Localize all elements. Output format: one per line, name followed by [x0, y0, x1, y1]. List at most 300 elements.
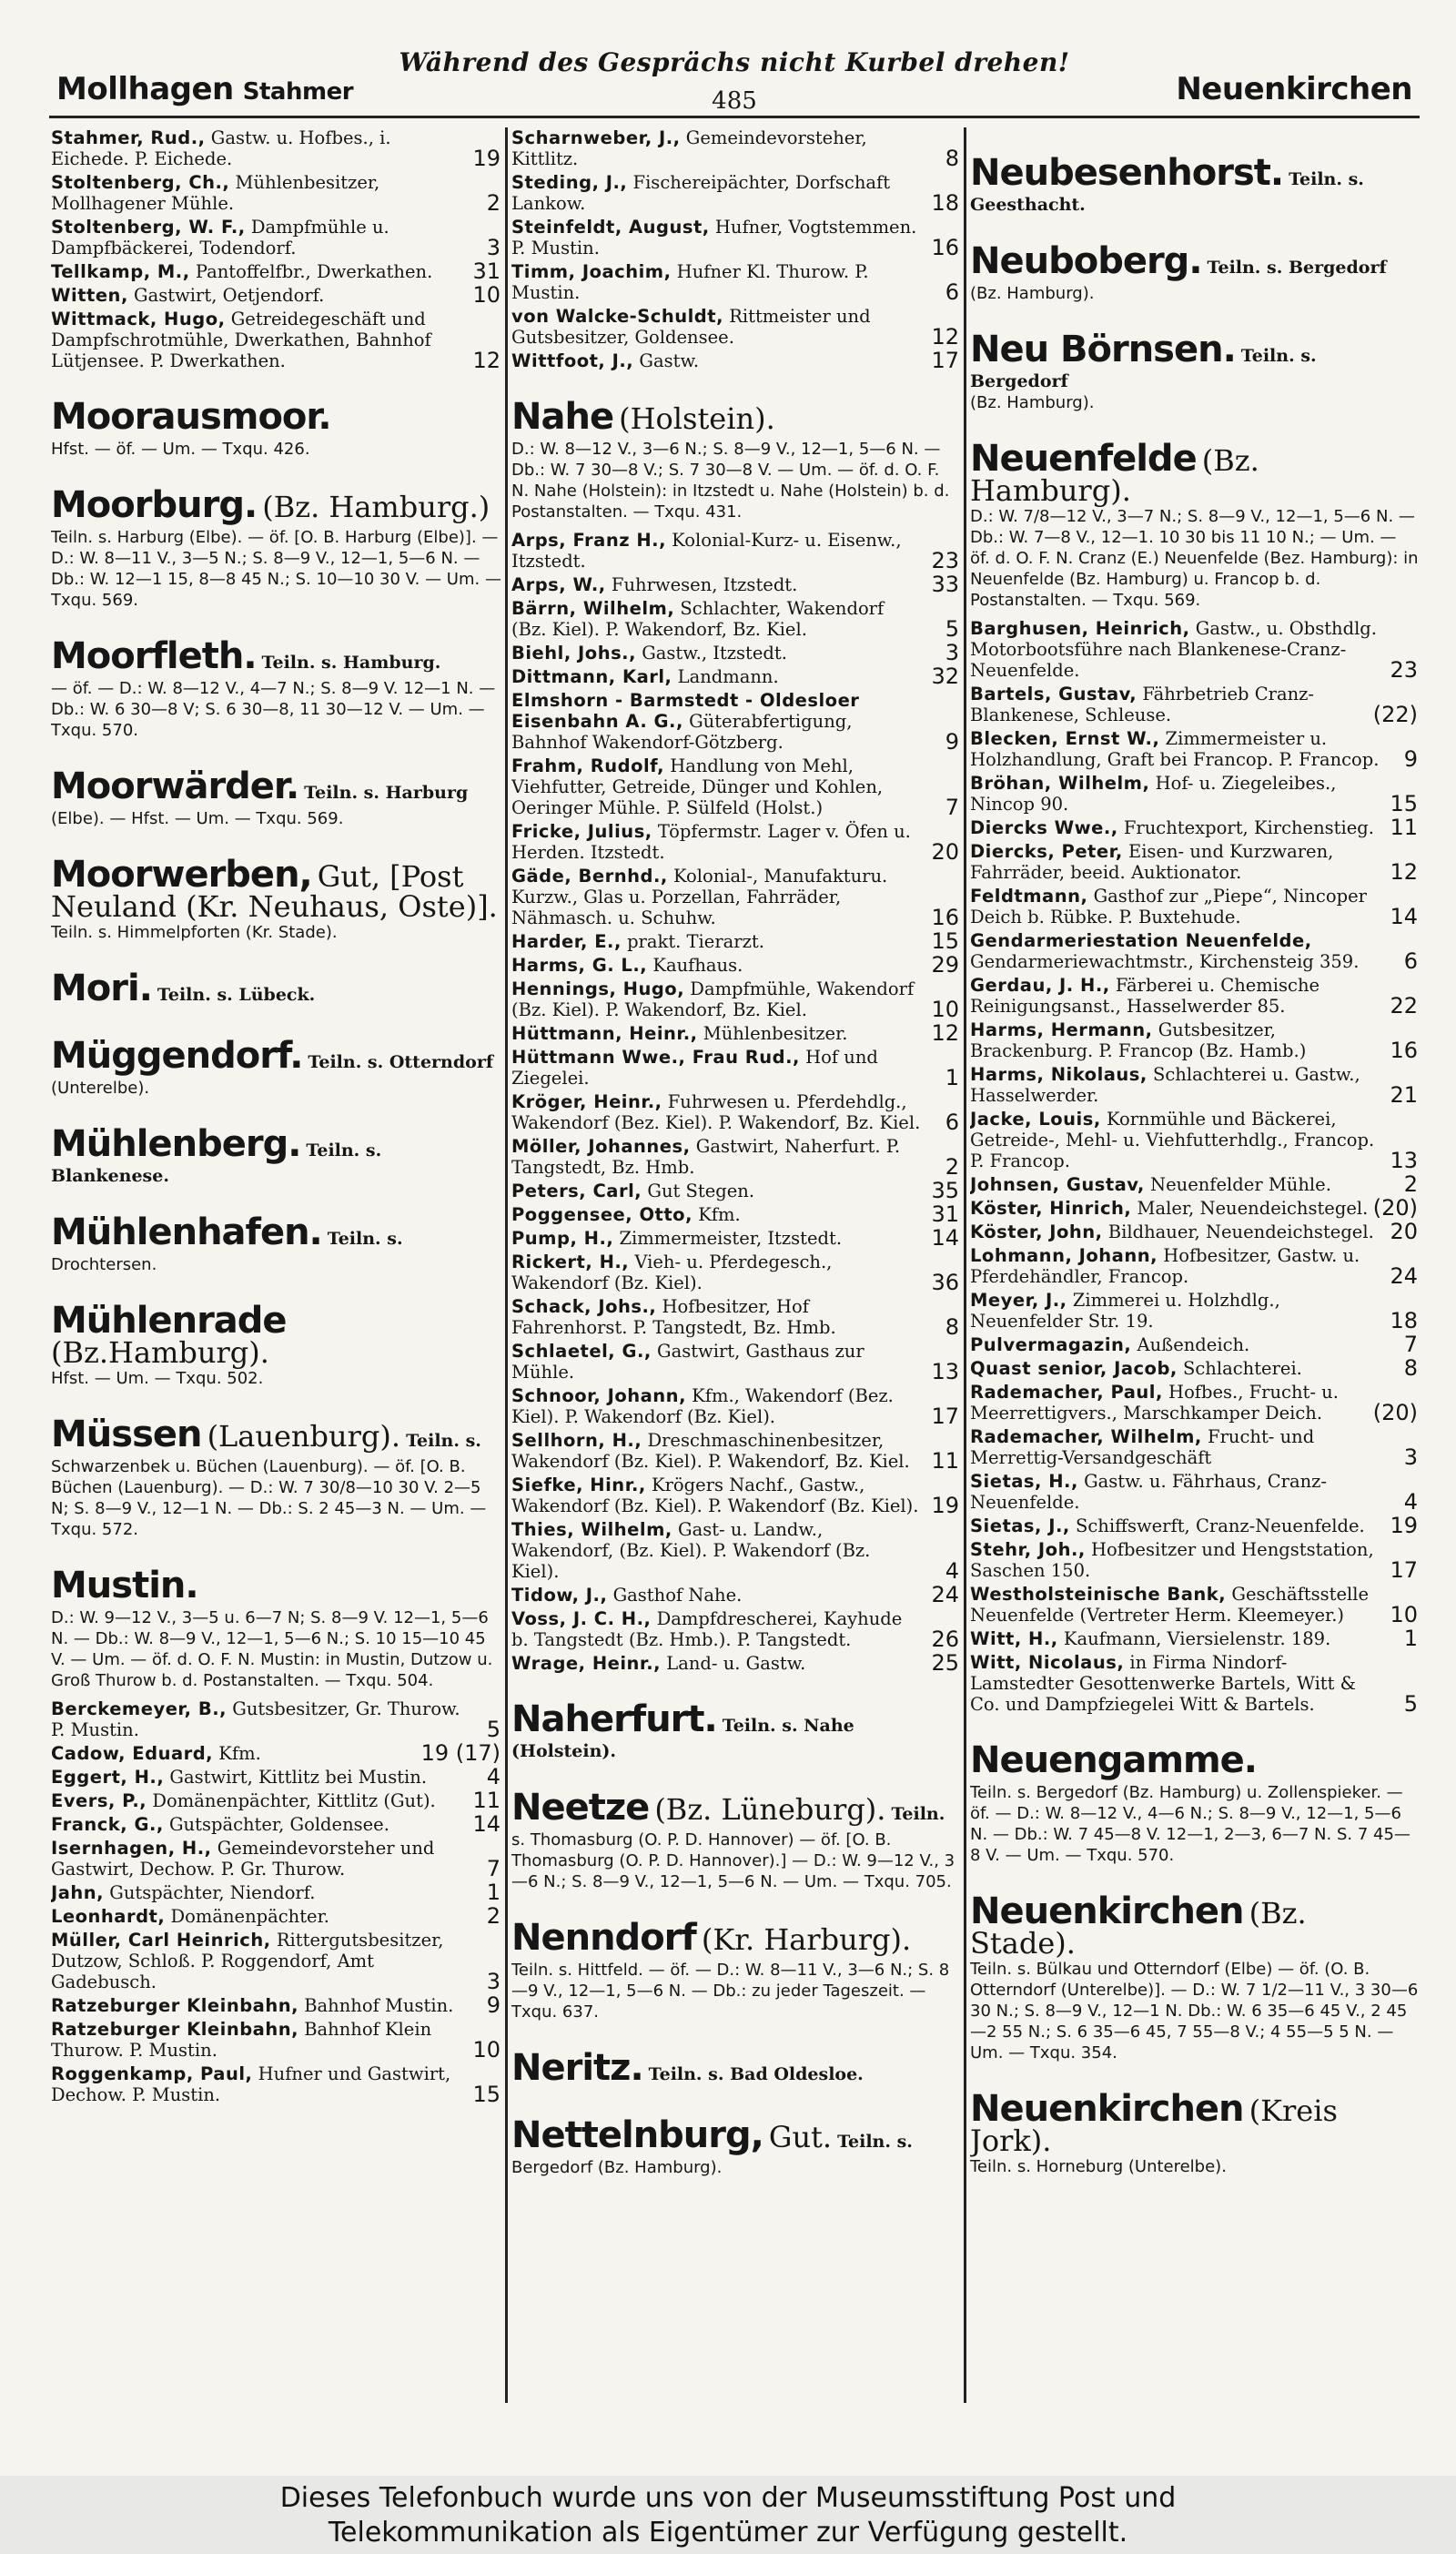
- place-name: Müssen: [51, 1414, 202, 1455]
- subscriber-details: Rittergutsbesitzer, Dutzow, Schloß. P. Roggendorf, Amt Gadebusch.: [51, 1930, 444, 1992]
- phone-number: 17: [931, 1404, 959, 1429]
- subscriber-details: Gasthof zur „Piepe“, Nincoper Deich b. Rübke. P. Buxtehude.: [970, 886, 1367, 927]
- phone-number: 10: [1390, 1602, 1418, 1627]
- subscriber-name: Jacke, Louis,: [970, 1109, 1101, 1130]
- phone-number: 20: [931, 839, 959, 865]
- phone-number: 7: [945, 795, 959, 820]
- subscriber-name: Fricke, Julius,: [511, 821, 652, 842]
- place-name: Moorausmoor.: [51, 396, 331, 438]
- place-heading: [970, 437, 1420, 506]
- subscriber-details: Hufner Kl. Thurow. P. Mustin.: [511, 261, 869, 303]
- subscriber-entry: [51, 1740, 502, 1766]
- phone-number: 11: [1390, 815, 1418, 840]
- phone-number: 4: [1403, 1489, 1418, 1515]
- phone-number: 13: [931, 1359, 959, 1384]
- place-heading: [51, 1211, 502, 1254]
- place-name: Neubesenhorst.: [970, 152, 1284, 194]
- column-2: [511, 127, 961, 2403]
- place-name: Naherfurt.: [511, 1698, 717, 1740]
- subscriber-details: Handlung von Mehl, Viehfutter, Getreide, Dünger und Kohlen, Oeringer Mühle. P. Sülfeld (Holst.): [511, 755, 884, 818]
- place-heading: [51, 634, 502, 678]
- place-service-info: (Elbe). — Hfst. — Um. — Txqu. 569.: [51, 809, 344, 828]
- subscriber-name: Wittmack, Hugo,: [51, 309, 226, 329]
- subscriber-name: Stehr, Joh.,: [970, 1539, 1086, 1560]
- subscriber-name: Thies, Wilhelm,: [511, 1519, 672, 1540]
- subscriber-name: Köster, John,: [970, 1221, 1103, 1242]
- subscriber-details: Landmann.: [672, 666, 779, 687]
- place-heading: [51, 1122, 502, 1187]
- phone-number: 12: [1390, 859, 1418, 885]
- subscriber-details: Gastw., Itzstedt.: [636, 643, 787, 664]
- phone-number: 24: [931, 1582, 959, 1607]
- subscriber-details: Dampfmühle, Wakendorf (Bz. Kiel). P. Wakendorf, Bz. Kiel.: [511, 978, 915, 1020]
- subscriber-entry: [970, 1471, 1420, 1513]
- subscriber-details: Gastw.: [633, 350, 700, 371]
- subscriber-name: Sietas, J.,: [970, 1515, 1070, 1536]
- phone-number: 5: [945, 616, 959, 642]
- phone-number: 35: [931, 1178, 959, 1203]
- place-heading-block: [511, 395, 961, 522]
- place-qualifier: (Lauenburg).: [207, 1419, 401, 1454]
- phone-number: 4: [945, 1558, 959, 1584]
- subscriber-name: Biehl, Johs.,: [511, 643, 636, 664]
- phone-number: 8: [945, 146, 959, 171]
- subscriber-entry: [970, 1245, 1420, 1287]
- place-name: Nettelnburg,: [511, 2114, 763, 2156]
- subscriber-details: Gastwirt, Kittlitz bei Mustin.: [164, 1767, 428, 1788]
- subscriber-entry: [970, 1334, 1420, 1355]
- subscriber-entry: [51, 1790, 502, 1811]
- phone-number: 6: [945, 279, 959, 305]
- phone-number: (20): [1372, 1195, 1418, 1221]
- place-qualifier: Gut.: [768, 2120, 833, 2154]
- subscriber-name: Müller, Carl Heinrich,: [51, 1930, 271, 1951]
- subscriber-entry: [51, 1764, 502, 1789]
- subscriber-details: Maler, Neuendeichstegel.: [1131, 1198, 1369, 1219]
- place-heading-block: [970, 151, 1420, 216]
- subscriber-details: Gastw., u. Obsthdlg. Motorbootsführe nach Blankenese-Cranz-Neuenfelde.: [970, 618, 1377, 681]
- subscriber-details: Kaufmann, Viersielenstr. 189.: [1057, 1628, 1331, 1649]
- subscriber-name: Jahn,: [51, 1882, 105, 1903]
- subscriber-entry: [51, 1930, 502, 1992]
- subscriber-details: Mühlenbesitzer, Mollhagener Mühle.: [51, 172, 380, 214]
- page-header: [49, 44, 1420, 118]
- subscriber-entry: [970, 1515, 1420, 1536]
- place-heading: [51, 1564, 502, 1607]
- phone-number: 33: [931, 572, 959, 597]
- place-name: Mühlenrade: [51, 1300, 287, 1342]
- subscriber-name: Peters, Carl,: [511, 1181, 642, 1201]
- phone-number: 3: [1403, 1444, 1418, 1470]
- phone-number: (20): [1372, 1400, 1418, 1425]
- subscriber-details: Kfm.: [693, 1204, 741, 1225]
- subscriber-entry: [51, 282, 502, 308]
- header-banner: Während des Gesprächs nicht Kurbel drehen!: [399, 47, 1070, 77]
- subscriber-name: Ratzeburger Kleinbahn,: [51, 1995, 298, 2016]
- subscriber-details: Zimmerei u. Holzhdlg., Neuenfelder Str. 19.: [970, 1290, 1280, 1332]
- subscriber-entry: [51, 309, 502, 371]
- subscriber-entry: [51, 1992, 502, 2018]
- place-name: Müggendorf.: [51, 1035, 303, 1077]
- phone-number: 16: [931, 905, 959, 930]
- subscriber-details: Fischereipächter, Dorfschaft Lankow.: [511, 172, 891, 214]
- subscriber-entry: [970, 1019, 1420, 1061]
- phone-number: 16: [931, 235, 959, 260]
- footer-notice: [0, 2476, 1456, 2554]
- subscriber-details: Hof- u. Ziegeleibes., Nincop 90.: [970, 773, 1337, 815]
- subscriber-details: Getreidegeschäft und Dampfschrotmühle, Dwerkathen, Bahnhof Lütjensee. P. Dwerkathen.: [51, 309, 431, 371]
- subscriber-name: Siefke, Hinr.,: [511, 1475, 646, 1495]
- place-heading: [51, 483, 502, 527]
- subscriber-entry: [970, 1195, 1420, 1221]
- place-name: Neuenkirchen: [970, 2088, 1244, 2130]
- phone-number: 20: [1390, 1219, 1418, 1244]
- subscriber-entry: [970, 618, 1420, 681]
- subscriber-name: Witt, H.,: [970, 1628, 1058, 1649]
- subscriber-details: Hufner und Gastwirt, Dechow. P. Mustin.: [51, 2063, 451, 2105]
- subscriber-details: Schlachter, Wakendorf (Bz. Kiel). P. Wakendorf, Bz. Kiel.: [511, 598, 885, 640]
- place-reference: Teiln. s.: [327, 1229, 403, 1249]
- subscriber-details: Gastw. u. Fährhaus, Cranz-Neuenfelde.: [970, 1471, 1327, 1513]
- subscriber-name: von Walcke-Schuldt,: [511, 306, 723, 327]
- subscriber-name: Meyer, J.,: [970, 1290, 1067, 1311]
- place-service-info: (Bz. Hamburg).: [970, 284, 1095, 303]
- subscriber-entry: [511, 1385, 961, 1427]
- place-qualifier: Gut, [Post Neuland (Kr. Neuhaus, Oste)].: [51, 859, 498, 924]
- subscriber-name: Eggert, H.,: [51, 1767, 165, 1788]
- subscriber-details: Gastwirt, Gasthaus zur Mühle.: [511, 1341, 864, 1383]
- subscriber-name: Franck, G.,: [51, 1814, 164, 1835]
- footer-line-1: Dieses Telefonbuch wurde uns von der Museumsstiftung Post und: [279, 2482, 1177, 2514]
- subscriber-entry: [511, 1136, 961, 1178]
- place-heading: [511, 1916, 961, 1960]
- phone-number: 11: [931, 1448, 959, 1474]
- phone-number: 14: [1390, 904, 1418, 929]
- subscriber-details: Schlachterei.: [1177, 1358, 1302, 1379]
- subscriber-entry: [511, 1582, 961, 1607]
- subscriber-details: Neuenfelder Mühle.: [1144, 1174, 1331, 1195]
- subscriber-details: Gemeindevorsteher und Gastwirt, Dechow. P. Gr. Thurow.: [51, 1838, 435, 1880]
- subscriber-details: prakt. Tierarzt.: [621, 931, 764, 952]
- place-reference: Teiln. s. Geesthacht.: [970, 169, 1364, 215]
- subscriber-entry: [970, 1426, 1420, 1468]
- place-name: Neuengamme.: [970, 1739, 1257, 1781]
- subscriber-name: Pulvermagazin,: [970, 1334, 1132, 1355]
- subscriber-details: Zimmermeister u. Holzhandlung, Graft bei Francop. P. Francop.: [970, 728, 1380, 770]
- subscriber-details: Gast- u. Landw., Wakendorf, (Bz. Kiel). P. Wakendorf (Bz. Kiel).: [511, 1519, 871, 1582]
- subscriber-name: Ratzeburger Kleinbahn,: [51, 2019, 298, 2040]
- place-heading-block: [51, 1564, 502, 1691]
- subscriber-details: Geschäftsstelle Neuenfelde (Vertreter Herm. Kleemeyer.): [970, 1584, 1370, 1626]
- phone-number: 21: [1390, 1082, 1418, 1108]
- subscriber-name: Wrage, Heinr.,: [511, 1653, 662, 1674]
- subscriber-name: Sietas, H.,: [970, 1471, 1078, 1492]
- header-right-keyword: Neuenkirchen: [1176, 71, 1412, 107]
- subscriber-entry: [970, 1355, 1420, 1381]
- place-name: Mühlenhafen.: [51, 1211, 322, 1253]
- subscriber-details: Land- u. Gastw.: [661, 1653, 806, 1674]
- phone-number: 12: [472, 348, 500, 373]
- subscriber-entry: [970, 975, 1420, 1017]
- place-name: Neu Börnsen.: [970, 329, 1236, 370]
- subscriber-entry: [511, 261, 961, 303]
- place-service-info: Teiln. s. Himmelpforten (Kr. Stade).: [51, 923, 338, 942]
- phone-number: 23: [1390, 657, 1418, 683]
- phone-number: 17: [931, 348, 959, 373]
- subscriber-name: Diercks, Peter,: [970, 841, 1123, 862]
- phone-number: 26: [931, 1627, 959, 1652]
- subscriber-entry: [511, 666, 961, 687]
- place-reference: Teiln. s. Hamburg.: [261, 653, 441, 673]
- subscriber-name: Witt, Nicolaus,: [970, 1652, 1125, 1673]
- column-divider: [505, 127, 508, 2403]
- subscriber-name: Gendarmeriestation Neuenfelde,: [970, 930, 1312, 951]
- phone-number: 5: [486, 1717, 500, 1742]
- phone-number: 9: [486, 1992, 500, 2018]
- subscriber-entry: [511, 866, 961, 928]
- subscriber-entry: [51, 258, 502, 284]
- subscriber-entry: [511, 755, 961, 818]
- place-heading-block: [970, 239, 1420, 304]
- phone-number: 9: [945, 729, 959, 755]
- phone-number: 15: [1390, 791, 1418, 816]
- place-service-info: (Unterelbe).: [51, 1079, 150, 1098]
- phone-number: 10: [931, 997, 959, 1022]
- subscriber-details: Kolonial-, Manufakturu. Kurzw., Glas u. Porzellan, Fahrräder, Nähmasch. u. Schuhw.: [511, 866, 888, 928]
- place-service-info: Teiln. s. Hittfeld. — öf. — D.: W. 8—11 V., 3—6 N.; S. 8—9 V., 12—1, 5—6 N. — Db.: zu jeder Tageszeit. — Txqu. 637.: [511, 1961, 950, 2022]
- subscriber-entry: [511, 1650, 961, 1676]
- subscriber-details: Dampfdrescherei, Kayhude b. Tangstedt (Bz. Hmb.). P. Tangstedt.: [511, 1608, 903, 1650]
- place-heading-block: [51, 1034, 502, 1099]
- header-left-word: Mollhagen: [56, 71, 234, 107]
- subscriber-name: Sellhorn, H.,: [511, 1430, 642, 1451]
- place-qualifier: (Holstein).: [619, 401, 775, 436]
- subscriber-details: Fruchtexport, Kirchenstieg.: [1117, 817, 1374, 838]
- place-heading-block: [970, 1890, 1420, 2063]
- phone-number: 23: [931, 548, 959, 573]
- subscriber-entry: [970, 1584, 1420, 1626]
- subscriber-details: Gastwirt, Oetjendorf.: [127, 285, 325, 306]
- place-service-info: Teiln. s. Horneburg (Unterelbe).: [970, 2157, 1227, 2176]
- subscriber-entry: [970, 1539, 1420, 1581]
- subscriber-name: Dittmann, Karl,: [511, 666, 672, 687]
- subscriber-name: Bartels, Gustav,: [970, 684, 1138, 704]
- subscriber-details: Hofbes., Frucht- u. Meerrettigvers., Marschkamper Deich.: [970, 1382, 1339, 1424]
- place-name: Moorburg.: [51, 484, 258, 526]
- subscriber-name: Pump, H.,: [511, 1228, 614, 1249]
- place-heading-block: [51, 853, 502, 943]
- phone-number: 2: [945, 1154, 959, 1180]
- subscriber-name: Scharnweber, J.,: [511, 127, 681, 148]
- place-reference: Teiln. s. Blankenese.: [51, 1140, 382, 1186]
- subscriber-name: Tidow, J.,: [511, 1585, 608, 1606]
- subscriber-name: Rickert, H.,: [511, 1252, 630, 1272]
- place-heading-block: [51, 765, 502, 829]
- phone-number: 12: [931, 1020, 959, 1046]
- subscriber-details: Domänenpächter.: [165, 1906, 329, 1927]
- subscriber-name: Steding, J.,: [511, 172, 628, 193]
- phone-number: 6: [1403, 948, 1418, 974]
- subscriber-entry: [970, 1652, 1420, 1715]
- subscriber-entry: [511, 1020, 961, 1046]
- subscriber-details: Bildhauer, Neuendeichstegel.: [1102, 1221, 1374, 1242]
- place-reference: Teiln. s.: [406, 1431, 481, 1451]
- place-heading-block: [970, 437, 1420, 611]
- phone-number: 3: [486, 1969, 500, 1994]
- place-name: Neetze: [511, 1787, 650, 1829]
- subscriber-details: in Firma Nindorf-Lamstedter Gesottenwerke Bartels, Witt & Co. und Dampfziegelei Witt & Bartels.: [970, 1652, 1357, 1715]
- phone-number: 10: [472, 282, 500, 308]
- column-divider: [964, 127, 966, 2403]
- subscriber-name: Berckemeyer, B.,: [51, 1698, 228, 1719]
- phone-number: 16: [1390, 1038, 1418, 1063]
- place-heading: [51, 1034, 502, 1078]
- place-heading-block: [511, 2046, 961, 2090]
- subscriber-details: Gastw. u. Hofbes., i. Eichede. P. Eichede.: [51, 127, 391, 169]
- subscriber-name: Cadow, Eduard,: [51, 1743, 214, 1764]
- subscriber-details: Gemeindevorsteher, Kittlitz.: [511, 127, 867, 169]
- subscriber-name: Elmshorn - Barmstedt - Oldesloer Eisenbahn A. G.,: [511, 690, 860, 732]
- subscriber-entry: [970, 684, 1420, 725]
- phone-number: 19: [472, 146, 500, 171]
- subscriber-details: Bahnhof Mustin.: [298, 1995, 454, 2016]
- subscriber-details: Gasthof Nahe.: [607, 1585, 743, 1606]
- subscriber-name: Gerdau, J. H.,: [970, 975, 1110, 996]
- phone-number: 6: [945, 1110, 959, 1135]
- subscriber-entry: [51, 217, 502, 258]
- subscriber-name: Harms, Nikolaus,: [970, 1064, 1148, 1085]
- column-3: [970, 127, 1420, 2403]
- subscriber-details: Gendarmeriewachtmstr., Kirchensteig 359.: [970, 951, 1360, 972]
- subscriber-details: Schlachterei u. Gastw., Hasselwerder.: [970, 1064, 1360, 1106]
- place-service-info: Teiln. s. Harburg (Elbe). — öf. [O. B. Harburg (Elbe)]. — D.: W. 8—11 V., 3—5 N.; S. 8—9 V., 12—1, 5—6 N. — Db.: W. 12—1 15, 8—8 45 N.; S. 10—10 30 V. — Um. — Txqu. 569.: [51, 528, 501, 610]
- subscriber-entry: [970, 1628, 1420, 1649]
- subscriber-entry: [511, 1178, 961, 1203]
- subscriber-name: Bärrn, Wilhelm,: [511, 598, 675, 619]
- subscriber-entry: [970, 930, 1420, 972]
- subscriber-name: Rademacher, Wilhelm,: [970, 1426, 1202, 1447]
- subscriber-name: Tellkamp, M.,: [51, 261, 190, 282]
- place-service-info: Bergedorf (Bz. Hamburg).: [511, 2158, 723, 2177]
- subscriber-details: Zimmermeister, Itzstedt.: [613, 1228, 843, 1249]
- place-heading: [511, 1786, 961, 1829]
- phone-number: 18: [1390, 1308, 1418, 1333]
- subscriber-entry: [511, 978, 961, 1020]
- place-service-info: (Bz. Hamburg).: [970, 393, 1095, 412]
- subscriber-name: Kröger, Heinr.,: [511, 1091, 662, 1112]
- subscriber-entry: [970, 773, 1420, 815]
- subscriber-entry: [511, 1475, 961, 1516]
- place-qualifier: (Bz. Hamburg.): [262, 490, 490, 524]
- subscriber-name: Schnoor, Johann,: [511, 1385, 686, 1406]
- subscriber-name: Rademacher, Paul,: [970, 1382, 1163, 1403]
- place-service-info: D.: W. 8—12 V., 3—6 N.; S. 8—9 V., 12—1, 5—6 N. — Db.: W. 7 30—8 V.; S. 7 30—8 V. — Um. — öf. d. O. F. N. Nahe (Holstein): in Itzstedt u. Nahe (Holstein) b. d. Postanstalten. — Txqu. 431.: [511, 440, 950, 522]
- subscriber-name: Witten,: [51, 285, 128, 306]
- subscriber-details: Außendeich.: [1131, 1334, 1250, 1355]
- subscriber-entry: [511, 1091, 961, 1133]
- subscriber-details: Fährbetrieb Cranz-Blankenese, Schleuse.: [970, 684, 1315, 725]
- place-heading-block: [51, 395, 502, 460]
- column-1: [51, 127, 502, 2403]
- subscriber-entry: [51, 1882, 502, 1903]
- subscriber-details: Hofbesitzer, Gastw. u. Pferdehändler, Francop.: [970, 1245, 1360, 1287]
- subscriber-entry: [970, 1171, 1420, 1197]
- subscriber-name: Hüttmann, Heinr.,: [511, 1023, 698, 1044]
- subscriber-entry: [970, 1109, 1420, 1171]
- subscriber-entry: [511, 350, 961, 371]
- subscriber-entry: [970, 886, 1420, 927]
- subscriber-entry: [511, 306, 961, 348]
- place-reference: Teiln. s. Otterndorf: [308, 1052, 494, 1072]
- place-service-info: Teiln. s. Bülkau und Otterndorf (Elbe) — öf. (O. B. Otterndorf (Unterelbe)]. — D.: W. 7 1/2—11 V., 3 30—6 30 N.; S. 8—9 V., 12—1 N. Db.: W. 6 35—6 45 V., 2 45—2 55 N.; S. 6 35—6 45, 7 55—8 V.; 4 55—5 5 N. — Um. — Txqu. 354.: [970, 1960, 1419, 2062]
- subscriber-name: Bröhan, Wilhelm,: [970, 773, 1150, 794]
- subscriber-details: Frucht- und Merrettig-Versandgeschäft: [970, 1426, 1315, 1468]
- subscriber-entry: [51, 1903, 502, 1929]
- place-heading-block: [51, 967, 502, 1010]
- phone-number: 1: [486, 1880, 500, 1905]
- subscriber-entry: [511, 172, 961, 214]
- subscriber-details: Gutspächter, Goldensee.: [163, 1814, 389, 1835]
- phone-number: 14: [931, 1225, 959, 1251]
- place-heading-block: [511, 1916, 961, 2022]
- subscriber-name: Harms, Hermann,: [970, 1019, 1153, 1040]
- subscriber-name: Arps, W.,: [511, 574, 606, 595]
- subscriber-name: Schlaetel, G.,: [511, 1341, 652, 1362]
- place-name: Mori.: [51, 968, 152, 1009]
- subscriber-entry: [511, 1341, 961, 1383]
- phone-number: 31: [931, 1201, 959, 1227]
- phone-number: 3: [486, 235, 500, 260]
- place-service-info: Teiln. s. Bergedorf (Bz. Hamburg) u. Zollenspieker. — öf. — D.: W. 8—12 V., 4—6 N.; S. 8—9 V., 12—1, 5—6 N. — Db.: W. 7 45—8 V. 12—1, 2—3, 6—7 N. S. 7 45—8 V. — Um. — Txqu. 570.: [970, 1783, 1410, 1865]
- subscriber-entry: [511, 690, 961, 753]
- place-qualifier: (Bz. Stade).: [970, 1896, 1307, 1961]
- place-name: Nenndorf: [511, 1917, 696, 1959]
- subscriber-details: Schiffswerft, Cranz-Neuenfelde.: [1069, 1515, 1365, 1536]
- subscriber-name: Evers, P.,: [51, 1790, 147, 1811]
- subscriber-details: Gut Stegen.: [642, 1181, 755, 1201]
- phone-number: 29: [931, 952, 959, 978]
- subscriber-details: Kfm.: [213, 1743, 261, 1764]
- subscriber-entry: [51, 172, 502, 214]
- subscriber-name: Leonhardt,: [51, 1906, 166, 1927]
- subscriber-details: Gutsbesitzer, Gr. Thurow. P. Mustin.: [51, 1698, 460, 1740]
- place-reference: Teiln.: [891, 1804, 945, 1824]
- place-reference: Teiln. s. Bad Oldesloe.: [648, 2064, 864, 2084]
- subscriber-details: Färberei u. Chemische Reinigungsanst., Hasselwerder 85.: [970, 975, 1320, 1017]
- subscriber-name: Johnsen, Gustav,: [970, 1174, 1145, 1195]
- place-reference: Teiln. s. Harburg: [304, 783, 469, 803]
- subscriber-entry: [51, 2019, 502, 2061]
- phone-number: 1: [945, 1065, 959, 1090]
- subscriber-name: Köster, Hinrich,: [970, 1198, 1132, 1219]
- subscriber-entry: [970, 1382, 1420, 1424]
- subscriber-entry: [511, 1519, 961, 1582]
- phone-number: 12: [931, 324, 959, 350]
- phone-number: 5: [1403, 1691, 1418, 1717]
- place-reference: Teiln. s. Lübeck.: [157, 985, 316, 1005]
- place-name: Mustin.: [51, 1565, 198, 1606]
- place-heading: [970, 1738, 1420, 1782]
- place-heading-block: [51, 1211, 502, 1275]
- subscriber-details: Bahnhof Klein Thurow. P. Mustin.: [51, 2019, 432, 2061]
- subscriber-entry: [970, 1064, 1420, 1106]
- place-reference: Teiln. s. Bergedorf: [970, 346, 1317, 391]
- subscriber-details: Güterabfertigung, Bahnhof Wakendorf-Götzberg.: [511, 711, 853, 753]
- place-heading: [51, 1299, 502, 1368]
- subscriber-details: Gastwirt, Naherfurt. P. Tangstedt, Bz. Hmb.: [511, 1136, 901, 1178]
- subscriber-details: Gutspächter, Niendorf.: [104, 1882, 316, 1903]
- subscriber-entry: [51, 1698, 502, 1740]
